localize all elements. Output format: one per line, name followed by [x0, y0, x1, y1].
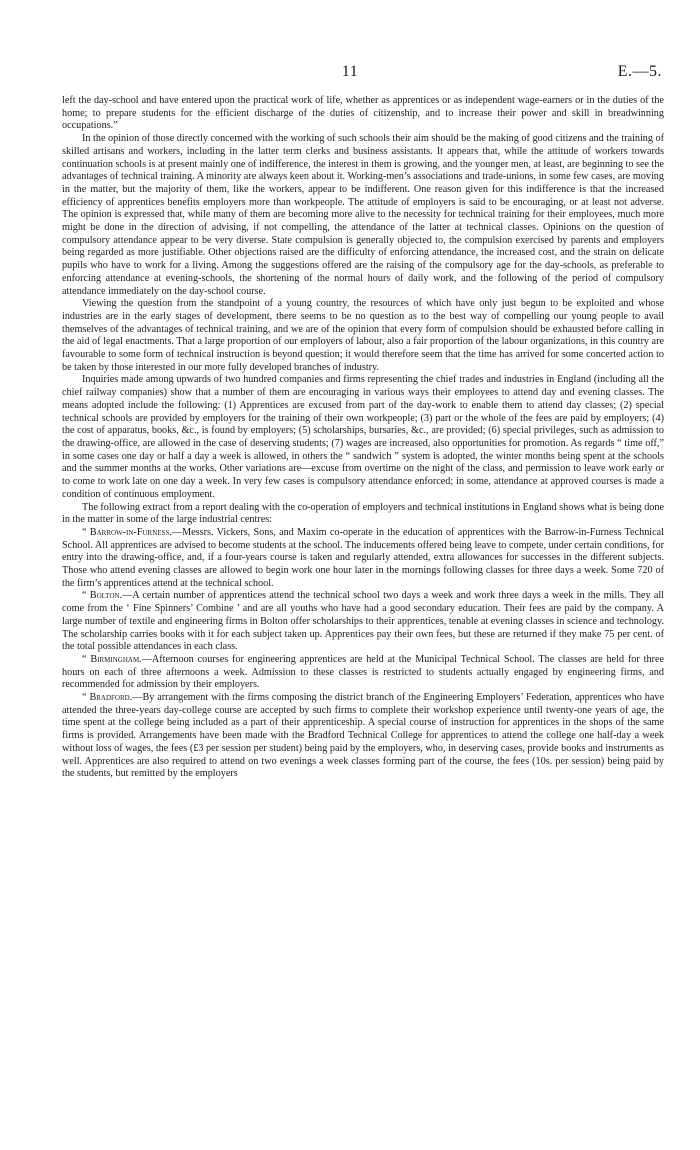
paragraph-barrow: “ Barrow-in-Furness.—Messrs. Vickers, Sons, and Maxim co-operate in the education of apprentices with the Barrow-in-Furness Technical School. All apprentices are advised to become students at the school. The inducements offered being leave to compete, under certain conditions, for entry into the drawing-office, and, if a four-years course is taken and regularly attended, extra allowances for successes in the different subjects. Those who attend evening classes are allowed to begin work one hour later in the mornings following classes for three days a week. Some 720 of the firm’s apprentices attend at the technical school. [62, 526, 664, 589]
paragraph-birmingham: “ Birmingham.—Afternoon courses for engineering apprentices are held at the Municipal Technical School. The classes are held for three hours on each of three afternoons a week. Admission to these classes is restricted to students actually engaged by engineering firms, and recommended for admission by their employers. [62, 653, 664, 691]
section-lead: “ Bolton. [82, 590, 123, 602]
paragraph: The following extract from a report dealing with the co-operation of employers and technical institutions in England shows what is being done in the matter in some of the large industrial centres: [62, 501, 664, 526]
section-lead: “ Bradford. [82, 692, 133, 704]
body-text [62, 95, 664, 781]
page-number: 11 [341, 63, 359, 80]
paragraph: Inquiries made among upwards of two hundred companies and firms representing the chief trades and industries in England (including all the chief railway companies) show that a number of them are encouraging in various ways their employees to attend day and evening classes. The means adopted include the following: (1) Apprentices are excused from part of the day-work to enable them to attend day classes; (2) special technical schools are provided by employers for the training of their own workpeople; (3) part or the whole of the fees are paid by employers; (4) the cost of apparatus, books, &c., is found by employers; (5) scholarships, bursaries, &c., are provided; (6) special privileges, such as admission to the drawing-office, are allowed in the case of deserving students; (7) wages are increased, also opportunities for promotion. As regards “ time off,” in some cases one day or half a day a week is allowed, in others the “ sandwich ” system is adopted, the winter months being spent at the schools and the summer months at the works. Other variations are—excuse from overtime on the night of the class, and permission to leave work early or to come to work late on one day a week. In very few cases is compulsory attendance enforced; in some, attendance at approved courses is made a condition of continuous employment. [62, 374, 664, 500]
paragraph: In the opinion of those directly concerned with the working of such schools their aim should be the making of good citizens and the training of skilled artisans and workers, including in the latter term clerks and business assistants. It appears that, while the attitude of workers towards continuation schools is at present mainly one of indifference, the interest in them is growing, and the younger men, at least, are beginning to see the advantages of technical training. A minority are always keen about it. Working-men’s associations and trade-unions, in some few cases, are moving in the matter, but the majority of them, like the workers, appear to be indifferent. One reason given for this indifference is that the increased efficiency of apprentices benefits employers more than workpeople. The attitude of employers is said to be encouraging, or at least not adverse. The opinion is expressed that, while many of them are becoming more alive to the necessity for technical training for their employees, much more might be done in the direction of advising, if not compelling, the attendance of the latter at technical classes. Opinions on the question of compulsory attendance appear to be very diverse. State compulsion is generally objected to, the compulsion exercised by parents and employers being regarded as more justifiable. Other objections raised are the difficulty of enforcing attendance, the increased cost, and the strain on delicate pupils who have to work for a living. Among the suggestions offered are the raising of the compulsory age for the day-schools, as preferable to enforcing attendance at evening-schools, the shortening of the normal hours of daily work, and the following of the period of compulsory attendance immediately on the day-school course. [62, 133, 664, 297]
paragraph-bradford: “ Bradford.—By arrangement with the firms composing the district branch of the Engineering Employers’ Federation, apprentices who have attended the three-years day-college course are accepted by such firms to complete their workshop experience until twenty-one years of age, the time spent at the college being included as a part of their apprenticeship. A special course of instruction for apprentices in the shops of the same firms is provided. Arrangements have been made with the Bradford Technical College for apprentices to attend the college one half-day a week without loss of wages, the fees (£3 per session per student) being paid by the employers, who, in deserving cases, provide books and instruments as well. Apprentices are also required to attend on two evenings a week classes forming part of the course, the fees (10s. per session) being paid by the students, but remitted by the employers [62, 692, 664, 780]
paragraph: left the day-school and have entered upon the practical work of life, whether as apprentices or as independent wage-earners or in the duties of the home; to prepare students for the efficient discharge of the duties of citizenship, and to increase their power and skill in breadwinning occupations.” [62, 95, 664, 132]
page-reference: E.—5. [617, 63, 662, 80]
section-lead: “ Barrow-in-Furness. [82, 526, 172, 538]
paragraph: Viewing the question from the standpoint of a young country, the resources of which have only just begun to be exploited and whose industries are in the early stages of development, there seems to be no question as to the best way of compelling our young people to avail themselves of the advantages of technical training, and we are of the opinion that every form of compulsion should be exhausted before calling in the aid of legal enactments. That a large proportion of our employers of labour, also a fair proportion of the labour organizations, in this country are favourable to some form of technical instruction is beyond question; it would therefore seem that the time has arrived for some concerted action to be taken by those interested in our more fully developed branches of industry. [62, 298, 664, 373]
paragraph-bolton: “ Bolton.—A certain number of apprentices attend the technical school two days a week and work three days a week in the mills. They all come from the ‘ Fine Spinners’ Combine ’ and are all youths who have had a good secondary education. Their fees are paid by the company. A large number of textile and engineering firms in Bolton offer scholarships to their apprentices, tenable at evening classes in science and technology. The scholarship carries books with it for each subject taken up. Apprentices pay their own fees, but these are returned if they make 75 per cent. of the total possible attendances in each class. [62, 590, 665, 653]
section-lead: “ Birmingham. [82, 653, 142, 665]
